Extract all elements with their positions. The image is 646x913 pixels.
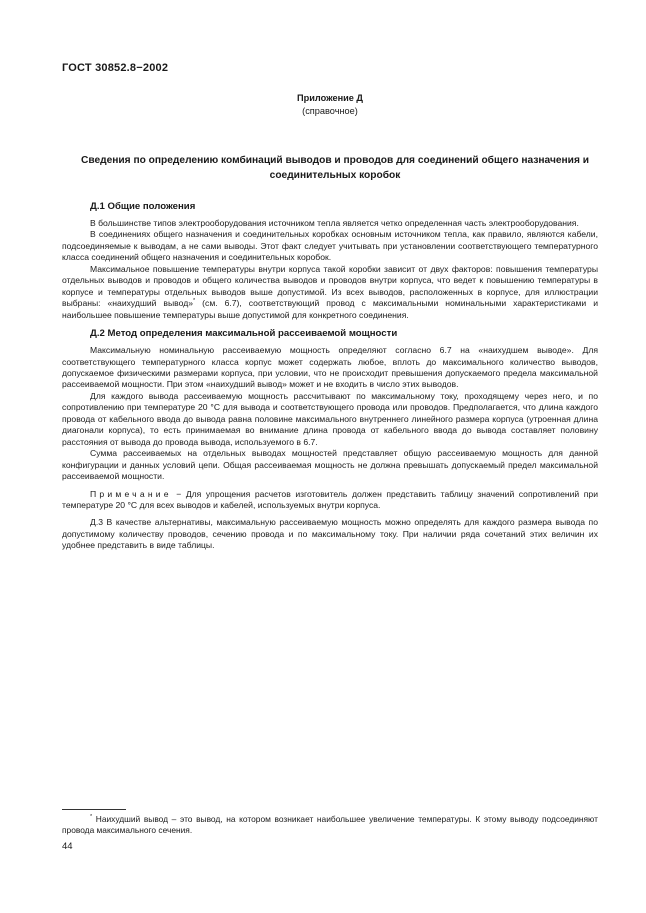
appendix-label: Приложение Д — [297, 93, 363, 103]
footnote-ref: * — [193, 298, 196, 305]
footnote — [62, 814, 598, 836]
main-content — [62, 200, 598, 552]
paragraph — [62, 264, 598, 321]
paragraph: Д.3 В качестве альтернативы, максимальную рассеиваемую мощность можно определять для каждого размера вывода по допустимому количеству проводов, сечению провода и по максимальному току. При наличии ряда сочетаний этих величин их удобнее представить в виде таблицы. — [62, 517, 598, 551]
paragraph-text: (см. 6.7), соответствующий провод с максимальными номинальными характеристиками и наибольшее повышение температуры выше допустимой для конкретного соединения. — [62, 298, 598, 320]
paragraph: Для каждого вывода рассеиваемую мощность рассчитывают по максимальному току, проходящему через него, и по сопротивлению при температуре 20 °С для вывода и соответствующего провода или проводов. Предполагается, что длина каждого провода от кабельного ввода до вывода равна половине максимального внутреннего линейного размера корпуса (утроенная длина диагонали корпуса), то есть принимаемая во внимание длина провода от кабельного ввода до вывода составляет половину расстояния от вывода до провода вывода, используемого в 6.7. — [62, 390, 598, 447]
paragraph-text: Максимальное повышение температуры внутри корпуса такой коробки зависит от двух факторов: повышения температуры отдельных выводов и проводов и общего количества выводов и проводов внутри корпуса, что ведет к повышению температуры в корпусе и температуры отдельных выводов выше допустимой. Из всех выводов, расположенных в корпусе, для иллюстрации выбраны: «наихудший вывод» — [62, 263, 598, 309]
appendix-title: Сведения по определению комбинаций выводов и проводов для соединений общего назначения и соединительных коробок — [80, 155, 589, 181]
note-label: Примечание — [90, 488, 172, 499]
standard-code: ГОСТ 30852.8−2002 — [62, 62, 169, 74]
paragraph: Сумма рассеиваемых на отдельных выводах мощностей представляет общую рассеиваемую мощность для данной конфигурации и данных условий цепи. Общая рассеиваемая мощность не должна превышать допускаемый предел максимальной рассеиваемой мощности. — [62, 448, 598, 482]
appendix-heading — [260, 92, 400, 118]
appendix-kind: (справочное) — [302, 106, 358, 116]
footnote-divider — [62, 809, 126, 810]
page-number: 44 — [62, 841, 73, 852]
note-text: − Для упрощения расчетов изготовитель должен представить таблицу значений сопротивлений при температуре 20 °С для всех выводов и кабелей, используемых внутри корпуса. — [62, 488, 598, 510]
paragraph: В соединениях общего назначения и соединительных коробках основным источником тепла, как правило, являются кабели, подсоединяемые к выводам, а не сами выводы. Этот факт следует учитывать при установлении соответствующего температурного класса соединений общего назначения и соединительных коробок. — [62, 229, 598, 263]
paragraph: В большинстве типов электрооборудования источником тепла является четко определенная часть электрооборудования. — [90, 218, 579, 228]
section-heading: Д.2 Метод определения максимальной рассеиваемой мощности — [90, 328, 398, 340]
paragraph: Максимальную номинальную рассеиваемую мощность определяют согласно 6.7 на «наихудшем выводе». Для соответствующего температурного класса корпус может содержать любое, вплоть до максимального количество выводов, допускаемое физическими размерами корпуса, при условии, что не происходит превышения допускаемого предела максимальной рассеиваемой мощности. При этом «наихудший вывод» может и не входить в число этих выводов. — [62, 345, 598, 390]
footnote-marker: * — [90, 814, 93, 821]
footnote-text: Наихудший вывод – это вывод, на котором возникает наибольшее увеличение температуры. К этому выводу подсоединяют провода максимального сечения. — [62, 814, 598, 836]
section-heading: Д.1 Общие положения — [90, 201, 196, 212]
note — [62, 489, 598, 512]
